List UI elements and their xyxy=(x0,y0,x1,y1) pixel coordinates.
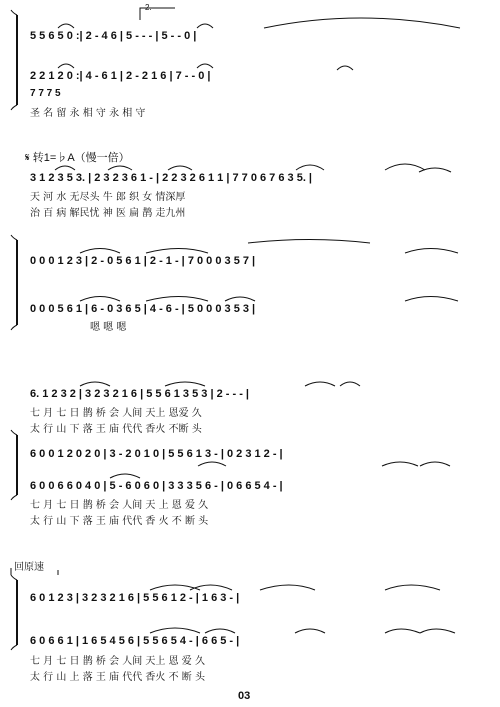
system3-part2-notes: 6 0 0 1 2 0 2 0 | 3 - 2 0 1 0 | 5 5 6 1 3 - | 0 2 3 1 2 - | xyxy=(30,448,283,460)
system4-lyrics-line1: 七 月 七 日 鹊 桥 会 人间 天上 恩 爱 久 xyxy=(30,656,205,667)
system2-part1-notes: 3 1 2 3 5 3. | 2 3 2 3 6 1 - | 2 2 3 2 6 1 1 | 7 7 0 6 7 6 3 5. | xyxy=(30,172,313,184)
system4-part1-notes: 6 0 1 2 3 | 3 2 3 2 1 6 | 5 5 6 1 2 - | 1 6 3 - | xyxy=(30,592,240,604)
system3-lyrics-line1: 七 月 七 日 鹊 桥 会 人间 天上 恩爱 久 xyxy=(30,408,202,419)
system3-lower-lyrics-line1: 七 月 七 日 鹊 桥 会 人间 天 上 恩 爱 久 xyxy=(30,500,209,511)
key-change-header: 𝄋 转1=♭A（慢一倍） xyxy=(25,152,130,164)
system3-part1-notes: 6. 1 2 3 2 | 3 2 3 2 1 6 | 5 5 6 1 3 5 3 | 2 - - - | xyxy=(30,388,249,400)
system4-lyrics-line2: 太 行 山 上 落 王 庙 代代 香火 不 断 头 xyxy=(30,672,205,683)
page-number: 03 xyxy=(238,690,251,702)
system2-part3-notes: 0 0 0 5 6 1 | 6 - 0 3 6 5 | 4 - 6 - | 5 0 0 0 3 5 3 | xyxy=(30,303,256,315)
system3-part3-notes: 6 0 0 6 6 0 4 0 | 5 - 6 0 6 0 | 3 3 3 5 6 - | 0 6 6 5 4 - | xyxy=(30,480,283,492)
system3-lyrics-line2: 太 行 山 下 落 王 庙 代代 香火 不断 头 xyxy=(30,424,202,435)
system2-lyrics-line1: 天 河 水 无尽头 牛 郎 织 女 情深厚 xyxy=(30,192,186,203)
system2-lyrics-line2: 治 百 病 解民忧 神 医 扁 鹊 走九州 xyxy=(30,208,186,219)
system4-part2-notes: 6 0 6 6 1 | 1 6 5 4 5 6 | 5 5 6 5 4 - | 6 6 5 - | xyxy=(30,635,240,647)
system2-hum-lyrics: 嗯 嗯 嗯 xyxy=(90,322,127,333)
system1-lyrics: 圣 名 留 永 相 守 永 相 守 xyxy=(30,108,146,119)
system1-part2-lower-notes: 7 7 7 5 xyxy=(30,88,61,99)
volta-marker: 2. xyxy=(145,3,152,12)
tempo-marking: 回原速 xyxy=(14,562,44,573)
system1-part1-notes: 5 5 6 5 0 :| 2 - 4 6 | 5 - - - | 5 - - 0 | xyxy=(30,30,197,42)
system2-part2-notes: 0 0 0 1 2 3 | 2 - 0 5 6 1 | 2 - 1 - | 7 0 0 0 3 5 7 | xyxy=(30,255,256,267)
system3-lower-lyrics-line2: 太 行 山 下 落 王 庙 代代 香 火 不 断 头 xyxy=(30,516,209,527)
system1-part2-notes: 2 2 1 2 0 :| 4 - 6 1 | 2 - 2 1 6 | 7 - - 0 | xyxy=(30,70,211,82)
